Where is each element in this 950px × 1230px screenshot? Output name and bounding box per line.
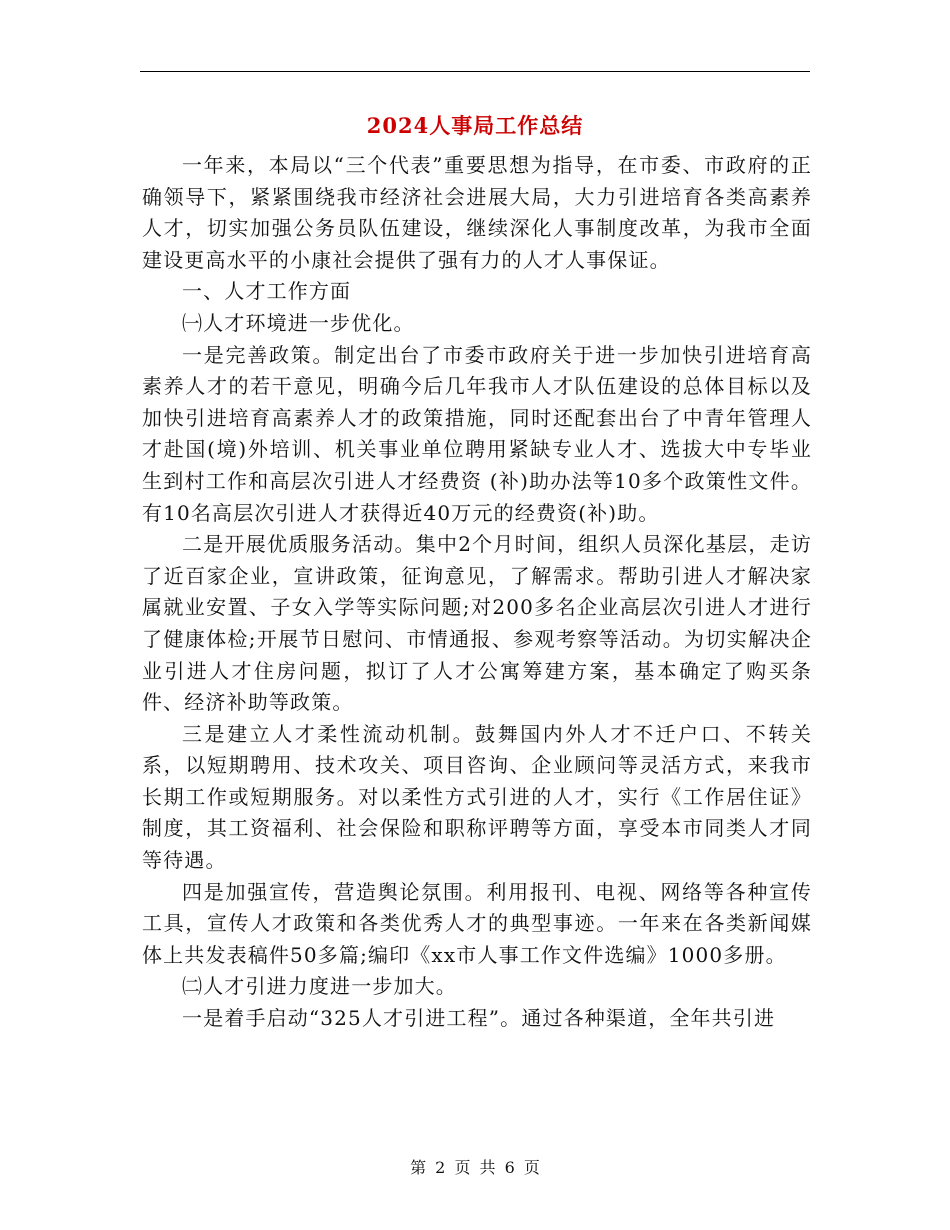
- section-heading-talent-work: 一、人才工作方面: [182, 279, 352, 304]
- subsection-heading-environment: ㈠人才环境进一步优化。: [182, 310, 415, 335]
- paragraph-service: 二是开展优质服务活动。集中2个月时间，组织人员深化基层，走访了近百家企业，宣讲政策，征询意见，了解需求。帮助引进人才解决家属就业安置、子女入学等实际问题;对200多名企业高层次引进人才进行了健康体检;开展节日慰问、市情通报、参观考察等活动。为切实解决企业引进人才住房问题，拟订了人才公寓筹建方案，基本确定了购买条件、经济补助等政策。: [142, 532, 812, 715]
- paragraph-publicity: 四是加强宣传，营造舆论氛围。利用报刊、电视、网络等各种宣传工具，宣传人才政策和各类优秀人才的典型事迹。一年来在各类新闻媒体上共发表稿件50多篇;编印《xx市人事工作文件选编》1000多册。: [142, 879, 812, 967]
- paragraph-intro: 一年来，本局以“三个代表”重要思想为指导，在市委、市政府的正确领导下，紧紧围绕我市经济社会进展大局，大力引进培育各类高素养人才，切实加强公务员队伍建设，继续深化人事制度改革，为我市全面建设更高水平的小康社会提供了强有力的人才人事保证。: [142, 153, 812, 272]
- paragraph-325-project: 一是着手启动“325人才引进工程”。通过各种渠道，全年共引进: [182, 1006, 776, 1031]
- paragraph-flexible-flow: 三是建立人才柔性流动机制。鼓舞国内外人才不迁户口、不转关系，以短期聘用、技术攻关、项目咨询、企业顾问等灵活方式，来我市长期工作或短期服务。对以柔性方式引进的人才，实行《工作居住证》制度，其工资福利、社会保险和职称评聘等方面，享受本市同类人才同等待遇。: [142, 721, 812, 873]
- page-footer: 第 2 页 共 6 页: [410, 1158, 540, 1177]
- subsection-heading-introduction: ㈡人才引进力度进一步加大。: [182, 974, 457, 999]
- header-rule: [140, 71, 810, 72]
- document-title: 2024人事局工作总结: [366, 113, 584, 138]
- paragraph-policy: 一是完善政策。制定出台了市委市政府关于进一步加快引进培育高素养人才的若干意见，明确今后几年我市人才队伍建设的总体目标以及加快引进培育高素养人才的政策措施，同时还配套出台了中青年管理人才赴国(境)外培训、机关事业单位聘用紧缺专业人才、选拔大中专毕业生到村工作和高层次引进人才经费资 (补)助办法等10多个政策性文件。有10名高层次引进人才获得近40万元的经费资(补)助。: [142, 342, 812, 525]
- document-body: [142, 150, 812, 1035]
